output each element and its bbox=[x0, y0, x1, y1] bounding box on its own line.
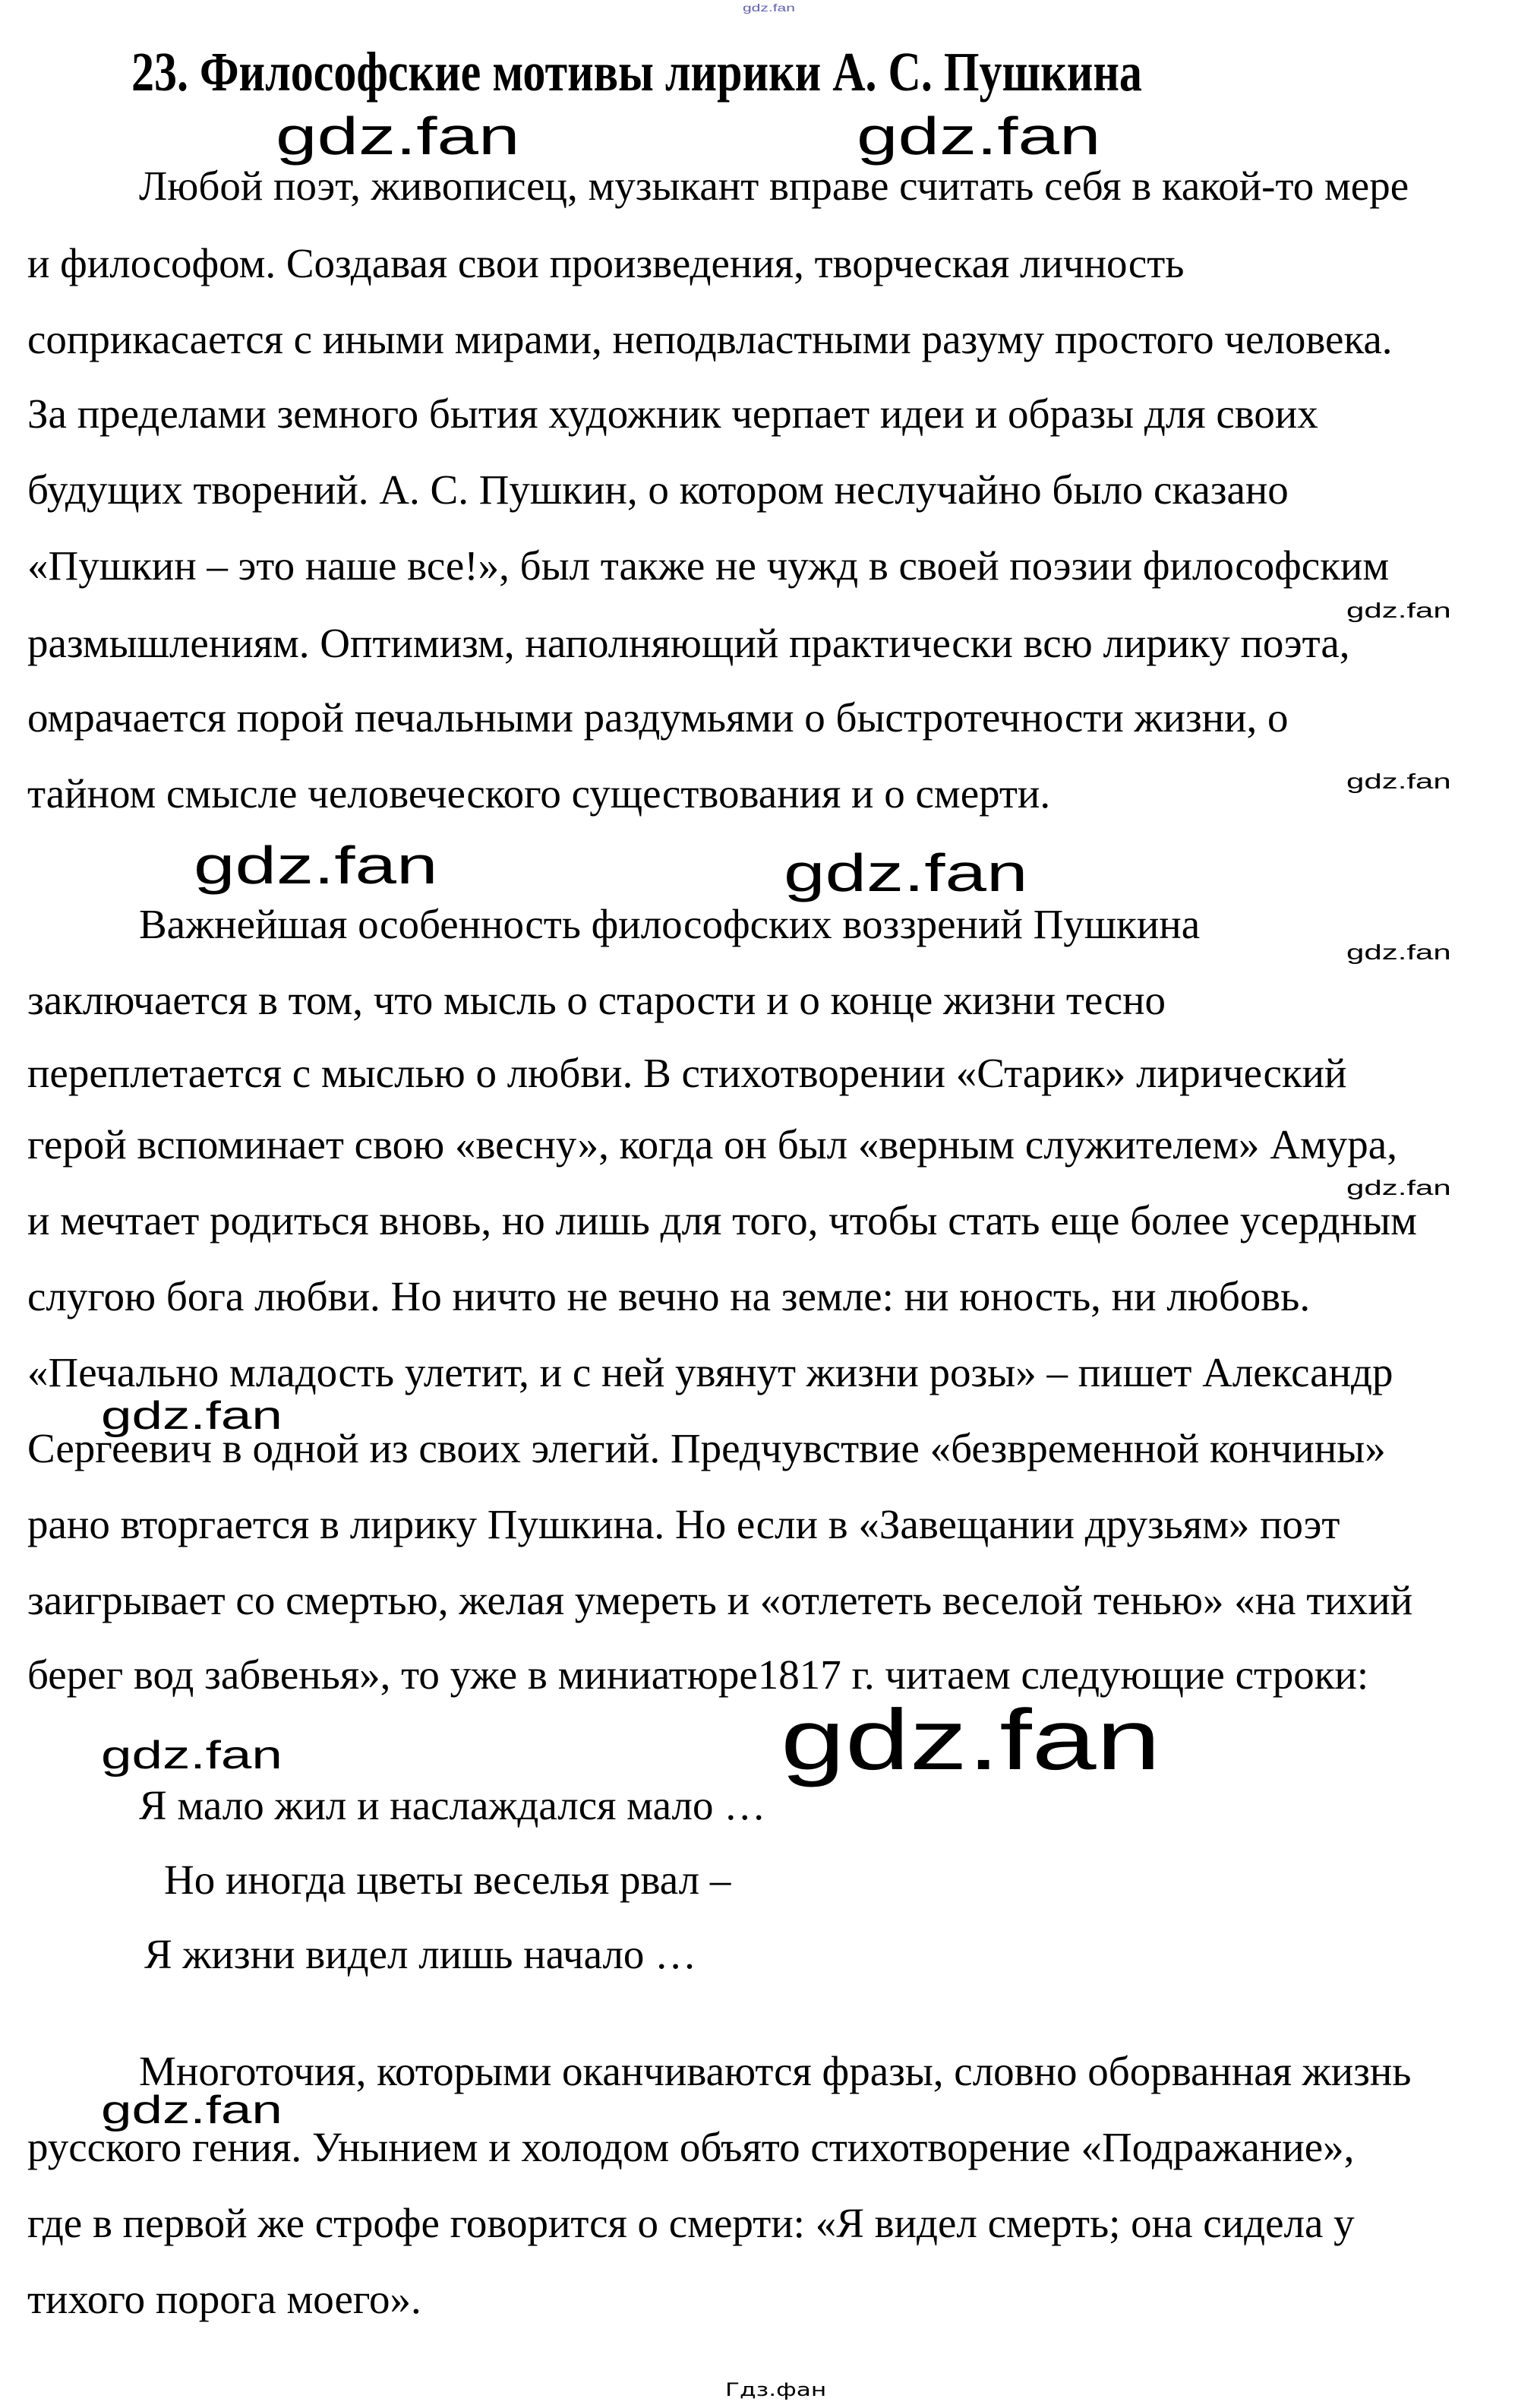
watermark-gdzfan: gdz.fan bbox=[1346, 599, 1451, 622]
closing-line: где в первой же строфе говорится о смерти: «Я видел смерть; она сидела у bbox=[27, 2200, 1355, 2246]
body-line: берег вод забвенья», то уже в миниатюре1817 г. читаем следующие строки: bbox=[27, 1651, 1369, 1698]
body-line: будущих творений. А. С. Пушкин, о котором неслучайно было сказано bbox=[27, 466, 1289, 513]
site-footer-label: Гдз.фан bbox=[725, 2379, 827, 2400]
body-line: Любой поэт, живописец, музыкант вправе считать себя в какой-то мере bbox=[139, 163, 1409, 209]
body-line: размышлениям. Оптимизм, наполняющий практически всю лирику поэта, bbox=[27, 620, 1350, 666]
body-line: омрачается порой печальными раздумьями о быстротечности жизни, о bbox=[27, 694, 1289, 741]
body-line: герой вспоминает свою «весну», когда он был «верным служителем» Амура, bbox=[27, 1121, 1397, 1168]
watermark-gdzfan: gdz.fan bbox=[784, 843, 1028, 902]
body-line: «Пушкин – это наше все!», был также не чужд в своей поэзии философским bbox=[27, 542, 1390, 589]
page-title: 23. Философские мотивы лирики А. С. Пушкина bbox=[131, 41, 1142, 103]
body-line: заключается в том, что мысль о старости и о конце жизни тесно bbox=[27, 977, 1166, 1023]
watermark-gdzfan: gdz.fan bbox=[1346, 1176, 1451, 1199]
body-line: За пределами земного бытия художник черпает идеи и образы для своих bbox=[27, 390, 1318, 437]
body-line: тайном смысле человеческого существования и о смерти. bbox=[27, 770, 1051, 817]
poem-line: Но иногда цветы веселья рвал – bbox=[164, 1857, 731, 1903]
body-line: слугою бога любви. Но ничто не вечно на земле: ни юность, ни любовь. bbox=[27, 1273, 1311, 1319]
body-line: «Печально младость улетит, и с ней увянут жизни розы» – пишет Александр bbox=[27, 1349, 1393, 1395]
poem-line: Я жизни видел лишь начало … bbox=[144, 1931, 697, 1977]
closing-line: русского гения. Унынием и холодом объято стихотворение «Подражание», bbox=[27, 2124, 1355, 2170]
watermark-gdzfan: gdz.fan bbox=[1346, 769, 1451, 793]
watermark-gdzfan: gdz.fan bbox=[101, 2088, 282, 2132]
body-line: рано вторгается в лирику Пушкина. Но если в «Завещании друзьям» поэт bbox=[27, 1501, 1340, 1547]
body-line: и философом. Создавая свои произведения, творческая личность bbox=[27, 240, 1185, 286]
watermark-gdzfan: gdz.fan bbox=[101, 1733, 282, 1778]
body-line: заигрывает со смертью, желая умереть и «отлететь веселой тенью» «на тихий bbox=[27, 1577, 1413, 1623]
body-line: и мечтает родиться вновь, но лишь для того, чтобы стать еще более усердным bbox=[27, 1197, 1417, 1244]
watermark-gdzfan: gdz.fan bbox=[101, 1394, 282, 1438]
watermark-gdzfan: gdz.fan bbox=[857, 106, 1101, 166]
body-line: переплетается с мыслью о любви. В стихотворении «Старик» лирический bbox=[27, 1050, 1347, 1096]
body-line: Сергеевич в одной из своих элегий. Предчувствие «безвременной кончины» bbox=[27, 1425, 1386, 1471]
closing-line: Многоточия, которыми оканчиваются фразы, словно оборванная жизнь bbox=[139, 2048, 1412, 2094]
watermark-gdzfan: gdz.fan bbox=[1346, 940, 1451, 964]
watermark-gdzfan: gdz.fan bbox=[276, 106, 520, 166]
poem-line: Я мало жил и наслаждался мало … bbox=[139, 1782, 766, 1828]
watermark-gdzfan: gdz.fan bbox=[194, 836, 438, 895]
body-line: соприкасается с иными мирами, неподвластными разуму простого человека. bbox=[27, 316, 1393, 362]
body-line: Важнейшая особенность философских воззрений Пушкина bbox=[139, 901, 1201, 947]
closing-line: тихого порога моего». bbox=[27, 2276, 421, 2322]
watermark-gdzfan-top: gdz.fan bbox=[743, 2, 795, 14]
watermark-gdzfan: gdz.fan bbox=[781, 1692, 1161, 1787]
